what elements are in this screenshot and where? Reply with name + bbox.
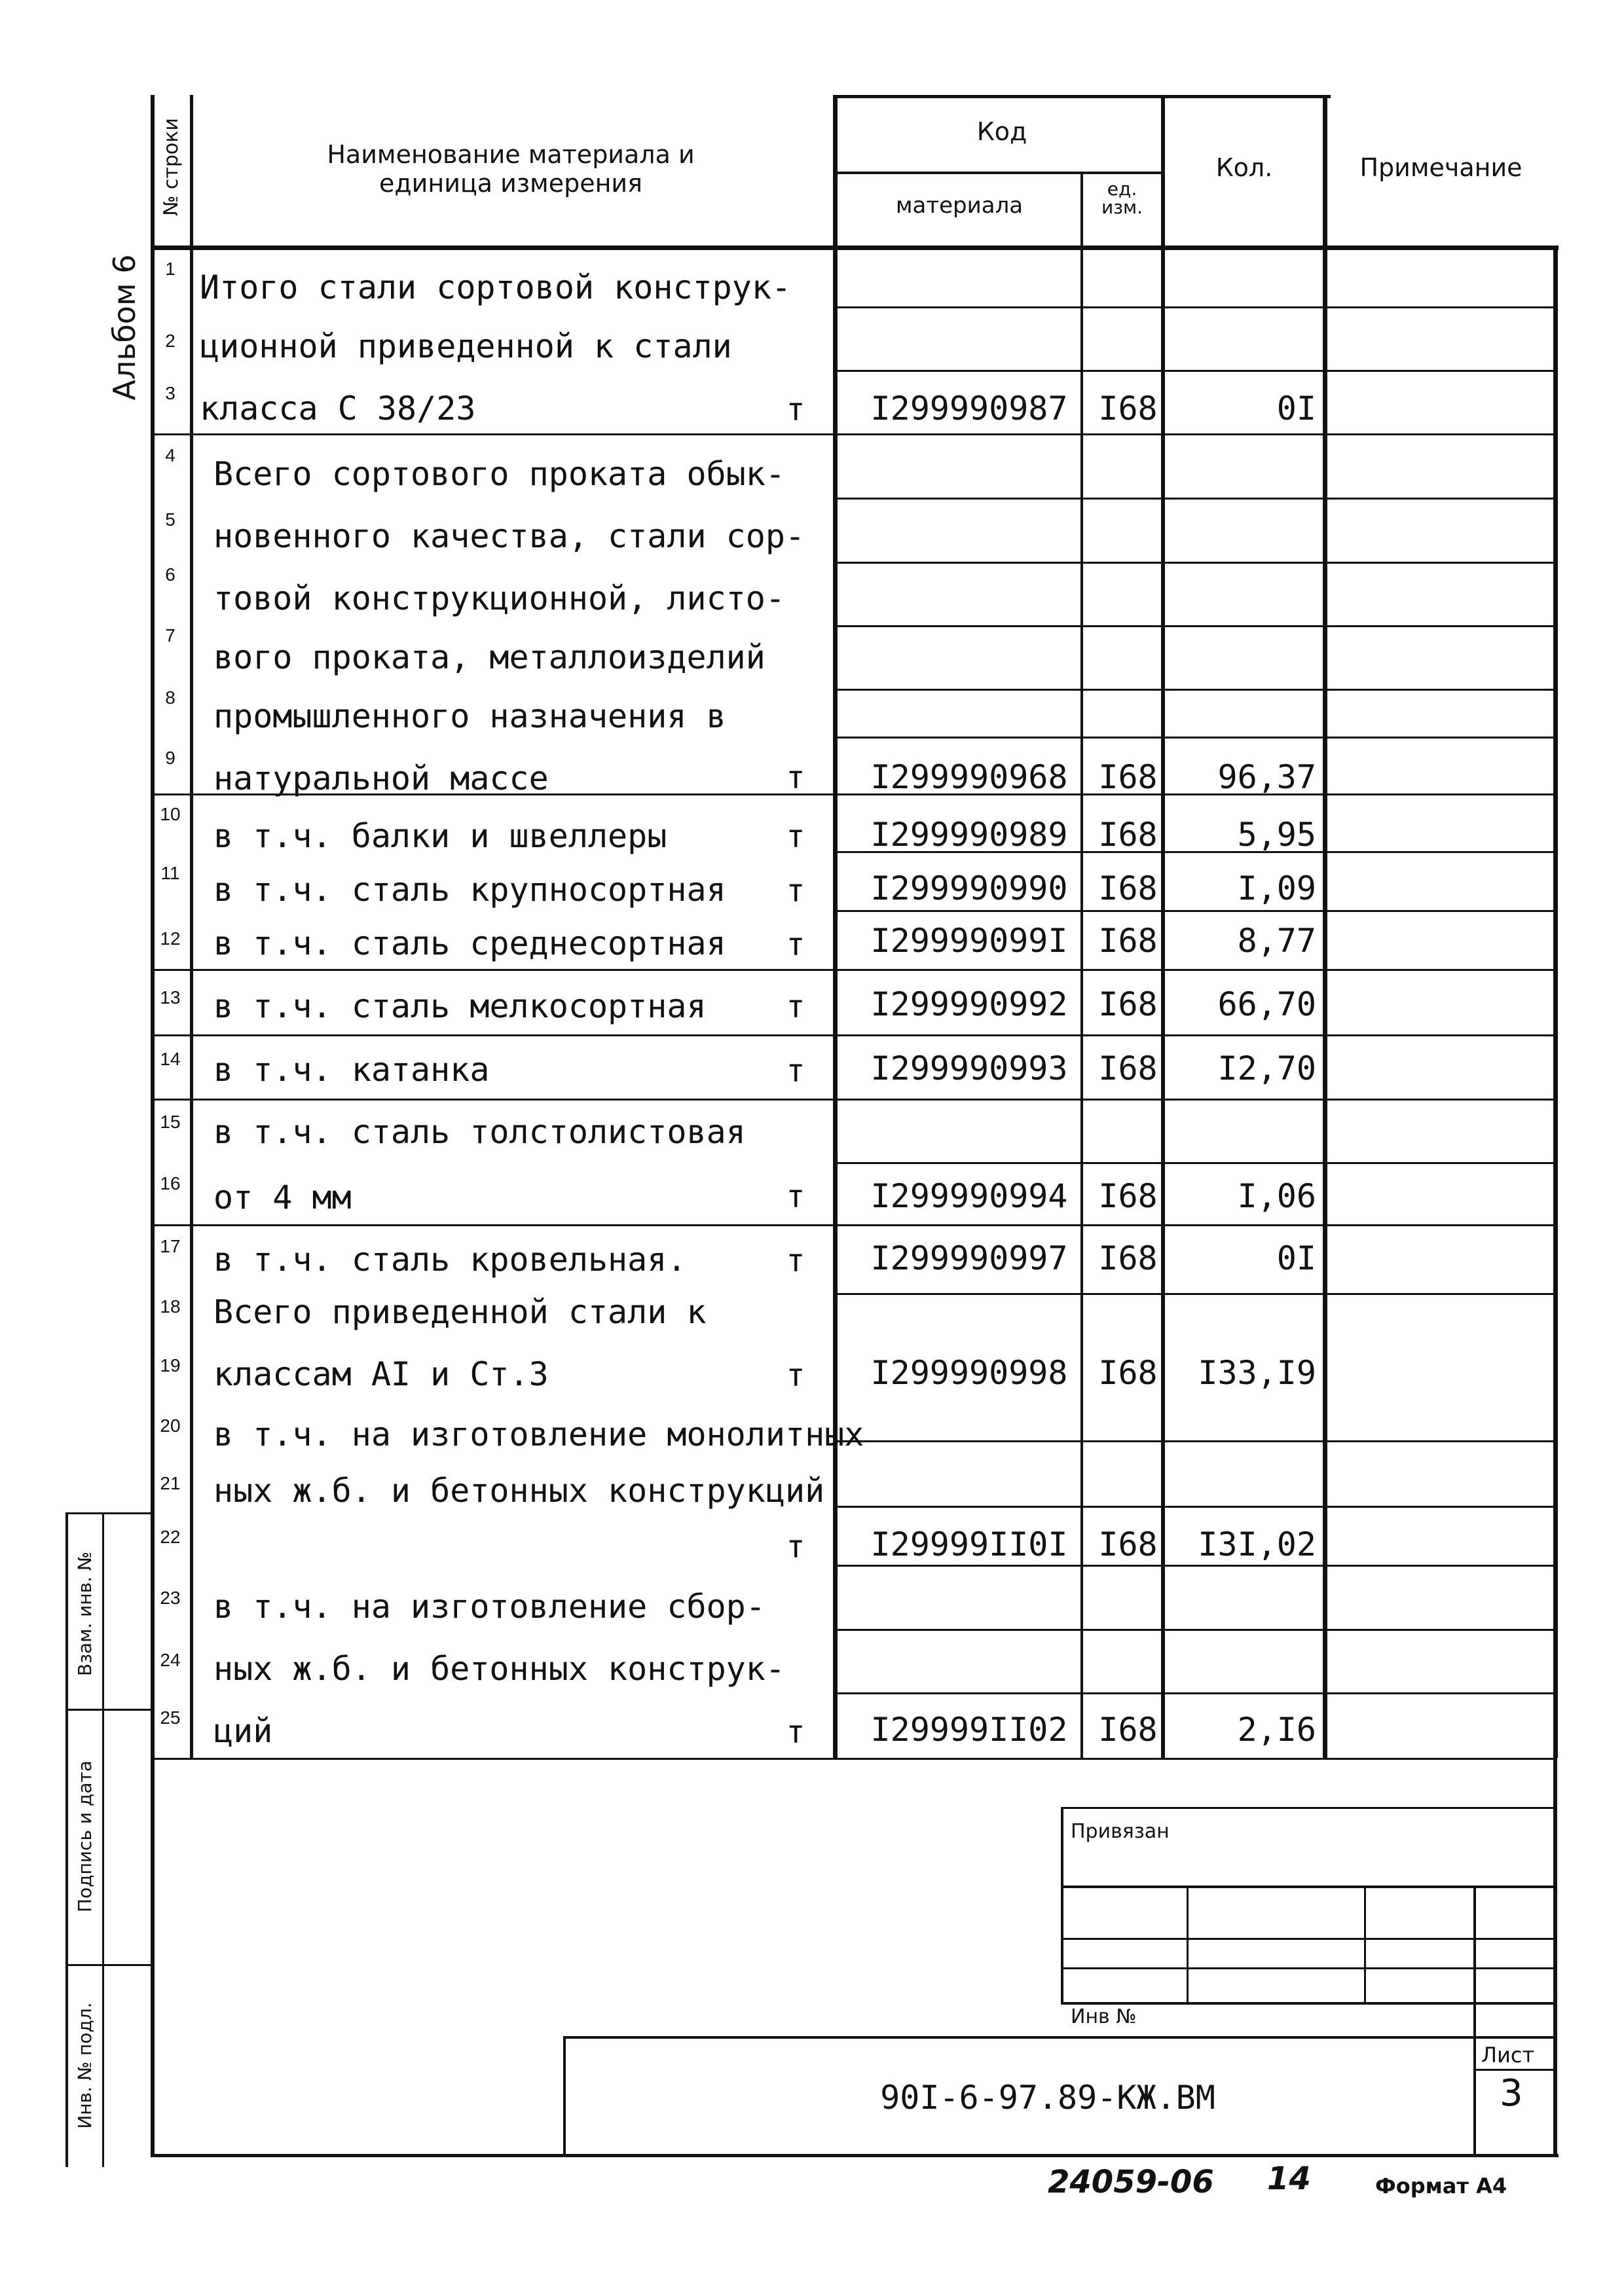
row-text: Итого стали сортовой конструк- [200,268,792,306]
row-qty: I33,I9 [1198,1354,1316,1392]
row-ed: I68 [1098,390,1158,428]
album-label: Альбом 6 [107,254,142,401]
row-text: натуральной массе [213,759,549,797]
row-unit: т [786,1053,805,1089]
row-unit: т [786,989,805,1025]
row-number: 14 [160,1049,181,1069]
row-text: ных ж.б. и бетонных конструк- [213,1650,785,1688]
header-material: материала [895,192,1024,219]
row-number: 3 [165,383,175,403]
row-code: I299990968 [870,758,1068,796]
row-qty: I2,70 [1217,1049,1316,1087]
row-unit: т [786,392,805,428]
row-number: 2 [165,331,175,351]
row-unit: т [786,1529,805,1565]
row-text: в т.ч. на изготовление монолитных [213,1415,864,1453]
row-code: I299990992 [870,985,1068,1023]
row-number: 13 [160,987,181,1008]
row-ed: I68 [1098,758,1158,796]
row-code: I29999099I [870,922,1068,960]
row-number: 6 [165,564,175,585]
row-number: 5 [165,509,175,530]
stamp-original-inv: Инв. № подл. [74,2002,96,2129]
row-text: вого проката, металлоизделий [213,638,766,676]
row-ed: I68 [1098,869,1158,907]
linked-label: Привязан [1071,1820,1170,1843]
row-qty: I3I,02 [1198,1525,1316,1563]
header-name: Наименование материала и единица измерения [327,140,695,198]
row-number: 16 [160,1173,181,1194]
row-code: I299990989 [870,816,1068,854]
row-text: в т.ч. балки и швеллеры [213,817,667,855]
row-qty: I,09 [1237,869,1316,907]
row-ed: I68 [1098,985,1158,1023]
row-ed: I68 [1098,1177,1158,1215]
footer-page: 14 [1267,2160,1311,2197]
row-qty: 0I [1276,1239,1316,1277]
row-text: промышленного назначения в [213,697,726,735]
row-text: в т.ч. сталь кровельная. [213,1241,687,1279]
stamp-replaced-inv: Взам. инв. № [74,1551,96,1677]
row-unit: т [786,1714,805,1751]
row-text: новенного качества, стали сор- [213,517,805,555]
row-unit: т [786,1178,805,1215]
inv-number-label: Инв № [1071,2005,1137,2028]
row-text: ных ж.б. и бетонных конструкций [213,1472,825,1510]
row-text: ций [213,1712,273,1750]
row-text: в т.ч. сталь толстолистовая [213,1113,746,1151]
row-ed: I68 [1098,922,1158,960]
row-code: I299990987 [870,390,1068,428]
row-code: I29999II02 [870,1711,1068,1749]
row-code: I299990993 [870,1049,1068,1087]
row-number: 23 [160,1588,181,1608]
row-text: в т.ч. сталь среднесортная [213,924,726,962]
row-text: в т.ч. катанка [213,1051,490,1089]
row-qty: 5,95 [1237,816,1316,854]
stamp-signature-date: Подпись и дата [74,1760,96,1912]
row-qty: 96,37 [1217,758,1316,796]
sheet-number: 3 [1500,2072,1523,2115]
row-text: ционной приведенной к стали [200,327,732,365]
row-text: в т.ч. сталь крупносортная [213,871,726,909]
row-number: 11 [160,863,180,883]
row-code: I299990994 [870,1177,1068,1215]
row-text: Всего сортового проката обык- [213,455,785,493]
row-text: Всего приведенной стали к [213,1293,707,1331]
row-number: 12 [160,928,181,949]
row-number: 10 [160,804,181,824]
row-unit: т [786,873,805,909]
row-number: 21 [160,1473,181,1493]
row-qty: 8,77 [1237,922,1316,960]
row-text: товой конструкционной, листо- [213,579,785,617]
row-ed: I68 [1098,816,1158,854]
row-ed: I68 [1098,1525,1158,1563]
row-ed: I68 [1098,1239,1158,1277]
header-qty: Кол. [1215,153,1273,182]
row-text: в т.ч. на изготовление сбор- [213,1588,766,1626]
row-text: от 4 мм [213,1178,352,1216]
row-text: в т.ч. сталь мелкосортная [213,987,707,1025]
row-code: I299990997 [870,1239,1068,1277]
row-unit: т [786,926,805,963]
row-number: 4 [165,445,175,465]
row-ed: I68 [1098,1354,1158,1392]
row-number: 19 [160,1355,181,1376]
row-number: 18 [160,1296,181,1317]
row-code: I29999II0I [870,1525,1068,1563]
row-ed: I68 [1098,1711,1158,1749]
row-qty: 0I [1276,390,1316,428]
row-number: 24 [160,1650,181,1670]
footer-number: 24059-06 [1048,2164,1214,2200]
document-code: 90I-6-97.89-КЖ.ВМ [880,2079,1215,2117]
row-qty: I,06 [1237,1177,1316,1215]
row-code: I299990990 [870,869,1068,907]
header-code: Код [976,117,1027,146]
header-unit: ед. изм. [1101,178,1143,218]
format-label: Формат А4 [1375,2174,1507,2198]
row-number: 17 [160,1236,181,1256]
sheet-label: Лист [1481,2043,1535,2068]
row-number: 25 [160,1707,181,1728]
row-unit: т [786,818,805,855]
row-number: 9 [165,748,175,768]
row-text: классам AI и Ст.3 [213,1355,549,1393]
header-row-number: № строки [160,118,183,216]
row-number: 1 [165,259,175,279]
header-note: Примечание [1359,153,1522,182]
row-number: 22 [160,1527,181,1547]
row-qty: 2,I6 [1237,1711,1316,1749]
row-text: класса С 38/23 [200,390,476,428]
row-number: 20 [160,1415,181,1436]
row-unit: т [786,759,805,796]
row-ed: I68 [1098,1049,1158,1087]
row-code: I299990998 [870,1354,1068,1392]
row-qty: 66,70 [1217,985,1316,1023]
row-number: 15 [160,1112,181,1132]
row-number: 7 [165,625,175,646]
row-number: 8 [165,687,175,708]
row-unit: т [786,1243,805,1279]
row-unit: т [786,1357,805,1394]
